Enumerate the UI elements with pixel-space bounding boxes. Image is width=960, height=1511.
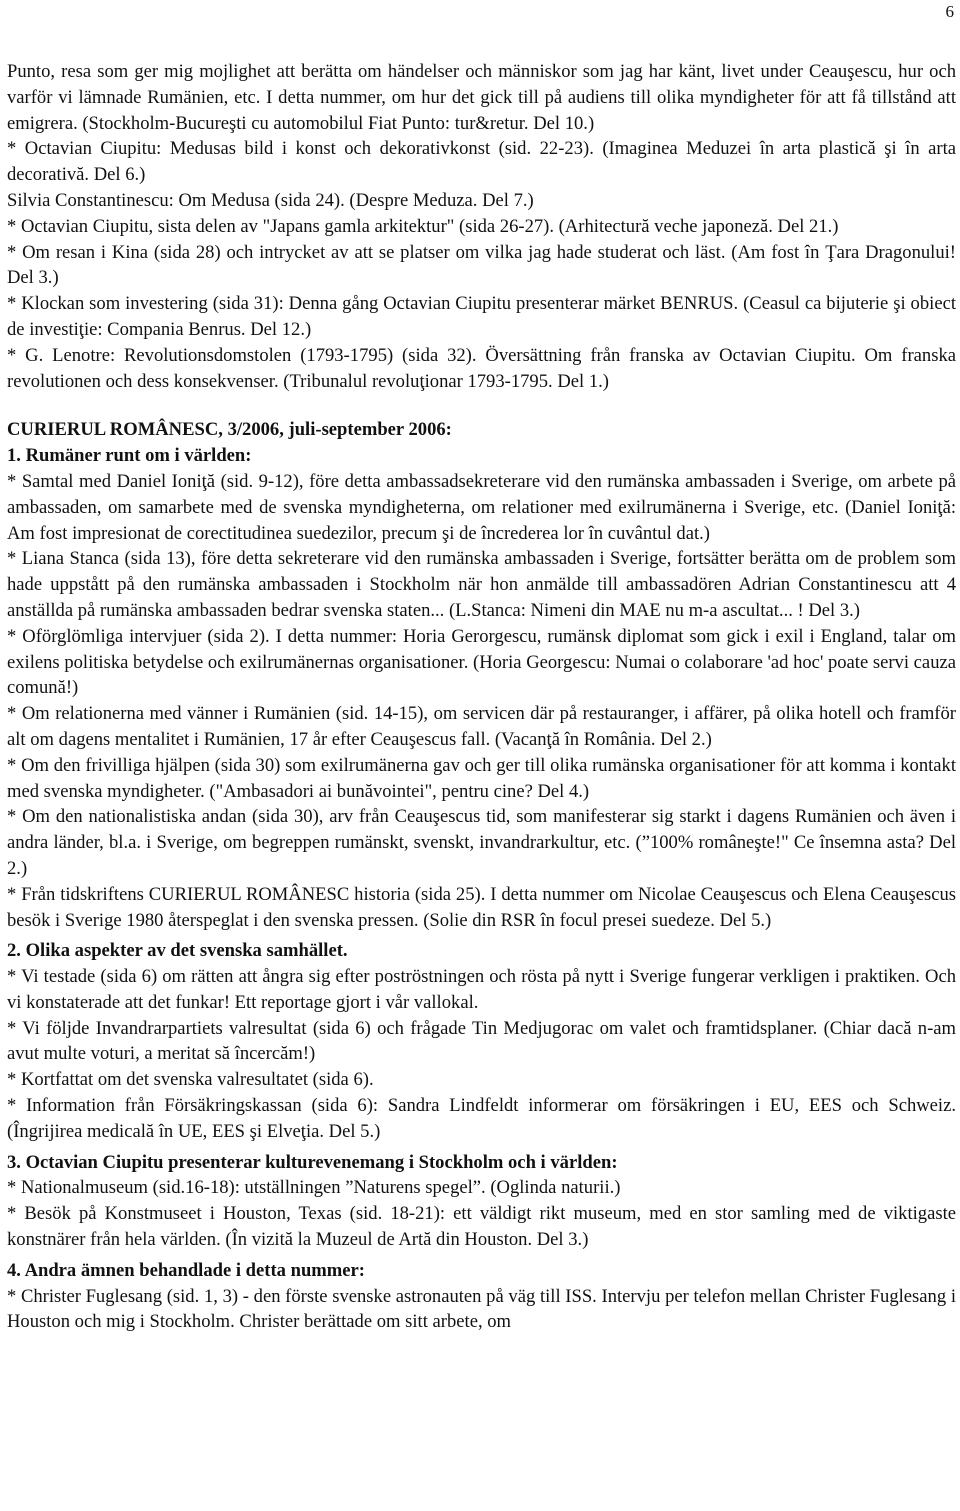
page-number: 6	[945, 2, 954, 21]
list-item: * Vi testade (sida 6) om rätten att ångra sig efter poströstningen och rösta på nytt i Sverige fungerar verkligen i praktiken. Och vi konstaterade att det funkar! Ett reportage gjort i vår vallokal.	[7, 966, 956, 1013]
list-item: * Liana Stanca (sida 13), före detta sekreterare vid den rumänska ambassaden i Sverige, fortsätter berätta om de problem som hade uppstått på den rumänska ambassaden i Stockholm när hon anmälde till ambassadören Adrian Constantinescu att 4 anställda på rumänska ambassaden bedrar svenska staten... (L.Stanca: Nimeni din MAE nu m-a ascultat... ! Del 3.)	[7, 548, 956, 621]
section-1	[7, 443, 956, 933]
intro-paragraph: * Om resan i Kina (sida 28) och intrycket av att se platser om vilka jag hade studerat och läst. (Am fost în Ţara Dragonului! Del 3.)	[7, 241, 956, 289]
intro-block	[7, 59, 956, 394]
section-title: 3. Octavian Ciupitu presenterar kulturevenemang i Stockholm och i världen:	[7, 1151, 618, 1173]
section-title: 2. Olika aspekter av det svenska samhället.	[7, 940, 348, 962]
intro-paragraph: * G. Lenotre: Revolutionsdomstolen (1793-1795) (sida 32). Översättning från franska av Octavian Ciupitu. Om franska revolutionen och dess konsekvenser. (Tribunalul revoluţionar 1793-1795. Del 1.)	[7, 344, 956, 392]
list-item: * Information från Försäkringskassan (sida 6): Sandra Lindfeldt informerar om försäkringen i EU, EES och Schweiz. (Îngrijirea medicală în UE, EES şi Elveţia. Del 5.)	[7, 1095, 956, 1142]
intro-paragraph: * Octavian Ciupitu, sista delen av "Japans gamla arkitektur" (sida 26-27). (Arhitectură veche japoneză. Del 21.)	[7, 215, 839, 237]
section-title: 4. Andra ämnen behandlade i detta nummer:	[7, 1259, 365, 1281]
list-item: * Samtal med Daniel Ioniţă (sid. 9-12), före detta ambassadsekreterare vid den rumänska ambassaden i Sverige, om arbete på ambassaden, om samarbete med de svenska myndigheterna, om relationer med exilrumänerna i Sverige, etc. (Daniel Ioniţă: Am fost impresionat de corectitudinea suedezilor, precum şi de încrederea lor în cuvântul dat.)	[7, 470, 956, 544]
list-item: * Om den nationalistiska andan (sida 30), arv från Ceauşescus tid, som manifesterar sig starkt i dagens Rumänien och även i andra länder, bl.a. i Sverige, om begreppen rumänskt, svenskt, invandrarkultur, etc. (”100% româneşte!" Ce însemna asta? Del 2.)	[7, 806, 956, 879]
list-item: * Christer Fuglesang (sid. 1, 3) - den förste svenske astronauten på väg till ISS. Intervju per telefon mellan Christer Fuglesang i Houston och mig i Stockholm. Christer berättade om sitt arbete, om	[7, 1285, 956, 1333]
list-item: * Från tidskriftens CURIERUL ROMÂNESC historia (sida 25). I detta nummer om Nicolae Ceauşescus och Elena Ceauşescus besök i Sverige 1980 återspeglat i den svenska pressen. (Solie din RSR în focul presei suedeze. Del 5.)	[7, 883, 956, 931]
list-item: * Besök på Konstmuseet i Houston, Texas (sid. 18-21): ett väldigt rikt museum, med en stor samling med de viktigaste konstnärer från hela världen. (În vizită la Muzeul de Artă din Houston. Del 3.)	[7, 1203, 956, 1251]
intro-paragraph: * Octavian Ciupitu: Medusas bild i konst och dekorativkonst (sid. 22-23). (Imaginea Meduzei în arta plastică şi în arta decorativă. Del 6.)	[7, 138, 956, 186]
section-3	[7, 1150, 956, 1253]
list-item: * Nationalmuseum (sid.16-18): utställningen ”Naturens spegel”. (Oglinda naturii.)	[7, 1177, 621, 1199]
list-item: * Om relationerna med vänner i Rumänien (sid. 14-15), om servicen där på restauranger, i affärer, på olika hotell och framför alt om dagens mentalitet i Rumänien, 17 år efter Ceauşescus fall. (Vacanţă în România. Del 2.)	[7, 703, 956, 750]
list-item: * Oförglömliga intervjuer (sida 2). I detta nummer: Horia Gerorgescu, rumänsk diplomat som gick i exil i England, talar om exilens politiska betydelse och exilrumänernas organisationer. (Horia Georgescu: Numai o colaborare 'ad hoc' poate servi cauza comună!)	[7, 625, 956, 699]
section-4	[7, 1258, 956, 1335]
list-item: * Kortfattat om det svenska valresultatet (sida 6).	[7, 1069, 374, 1091]
intro-paragraph: * Klockan som investering (sida 31): Denna gång Octavian Ciupitu presenterar märket BENRUS. (Ceasul ca bijuterie şi obiect de investiţie: Compania Benrus. Del 12.)	[7, 293, 956, 340]
page-content	[7, 59, 956, 1335]
section-2	[7, 938, 956, 1144]
intro-paragraph: Silvia Constantinescu: Om Medusa (sida 24). (Despre Meduza. Del 7.)	[7, 189, 534, 211]
issue-heading: CURIERUL ROMÂNESC, 3/2006, juli-september 2006:	[7, 419, 452, 441]
intro-paragraph: Punto, resa som ger mig mojlighet att berätta om händelser och människor som jag har känt, livet under Ceauşescu, hur och varför vi lämnade Rumänien, etc. I detta nummer, om hur det gick till på audiens till olika myndigheter för att få tillstånd att emigrera. (Stockholm-Bucureşti cu automobilul Fiat Punto: tur&retur. Del 10.)	[7, 61, 956, 134]
list-item: * Om den frivilliga hjälpen (sida 30) som exilrumänerna gav och ger till olika rumänska organisationer för att komma i kontakt med svenska myndigheter. ("Ambasadori ai bunăvointei", pentru cine? Del 4.)	[7, 754, 956, 802]
list-item: * Vi följde Invandrarpartiets valresultat (sida 6) och frågade Tin Medjugorac om valet och framtidsplaner. (Chiar dacă n-am avut multe voturi, a meritat să încercăm!)	[7, 1017, 956, 1065]
section-title: 1. Rumäner runt om i världen:	[7, 445, 252, 467]
